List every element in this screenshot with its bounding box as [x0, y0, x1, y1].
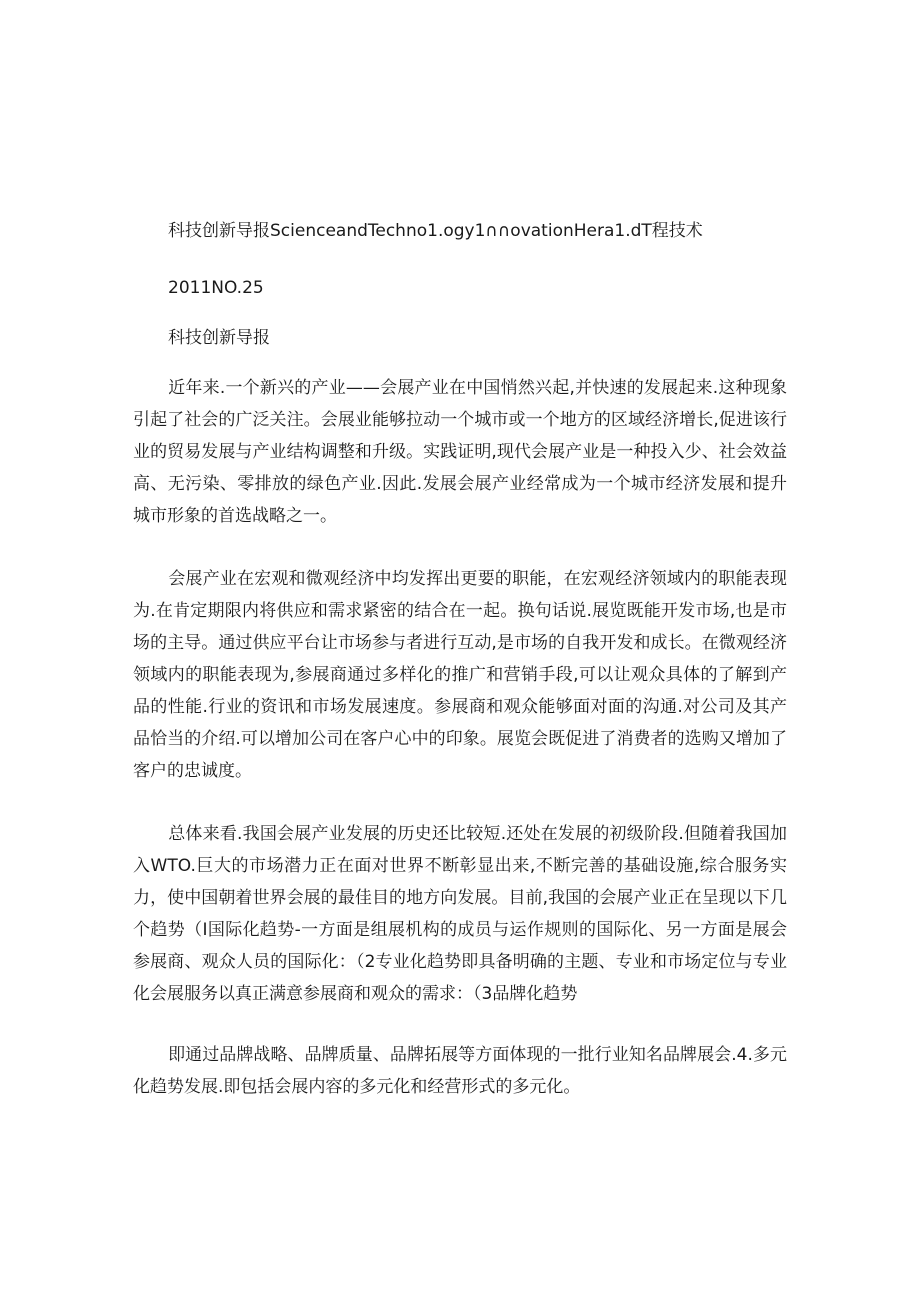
- paragraph-4: 即通过品牌战略、品牌质量、品牌拓展等方面体现的一批行业知名品牌展会.4.多元化趋势发展.即包括会展内容的多元化和经营形式的多元化。: [133, 1045, 787, 1097]
- issue-number: 2011NO.25: [168, 278, 264, 298]
- paragraph-1: 近年来.一个新兴的产业——会展产业在中国悄然兴起,并快速的发展起来.这种现象引起了社会的广泛关注。会展业能够拉动一个城市或一个地方的区域经济增长,促进该行业的贸易发展与产业结构调整和升级。实践证明,现代会展产业是一种投入少、社会效益高、无污染、零排放的绿色产业.因此.发展会展产业经常成为一个城市经济发展和提升城市形象的首选战略之一。: [133, 378, 787, 526]
- journal-header-line: 科技创新导报ScienceandTechno1.ogy1∩∩ovationHera1.dT程技术: [168, 221, 703, 241]
- journal-name: 科技创新导报: [168, 328, 270, 348]
- paragraph-2: 会展产业在宏观和微观经济中均发挥出更要的职能，在宏观经济领域内的职能表现为.在肯定期限内将供应和需求紧密的结合在一起。换句话说.展览既能开发市场,也是市场的主导。通过供应平台让市场参与者进行互动,是市场的自我开发和成长。在微观经济领域内的职能表现为,参展商通过多样化的推广和营销手段,可以让观众具体的了解到产品的性能.行业的资讯和市场发展速度。参展商和观众能够面对面的沟通.对公司及其产品恰当的介绍.可以增加公司在客户心中的印象。展览会既促进了消费者的选购又增加了客户的忠诚度。: [133, 569, 787, 781]
- paragraph-3: 总体来看.我国会展产业发展的历史还比较短.还处在发展的初级阶段.但随着我国加入WTO.巨大的市场潜力正在面对世界不断彰显出来,不断完善的基础设施,综合服务实力，使中国朝着世界会展的最佳目的地方向发展。目前,我国的会展产业正在呈现以下几个趋势（I国际化趋势-一方面是组展机构的成员与运作规则的国际化、另一方面是展会参展商、观众人员的国际化：（2专业化趋势即具备明确的主题、专业和市场定位与专业化会展服务以真正满意参展商和观众的需求：（3品牌化趋势: [133, 824, 787, 1004]
